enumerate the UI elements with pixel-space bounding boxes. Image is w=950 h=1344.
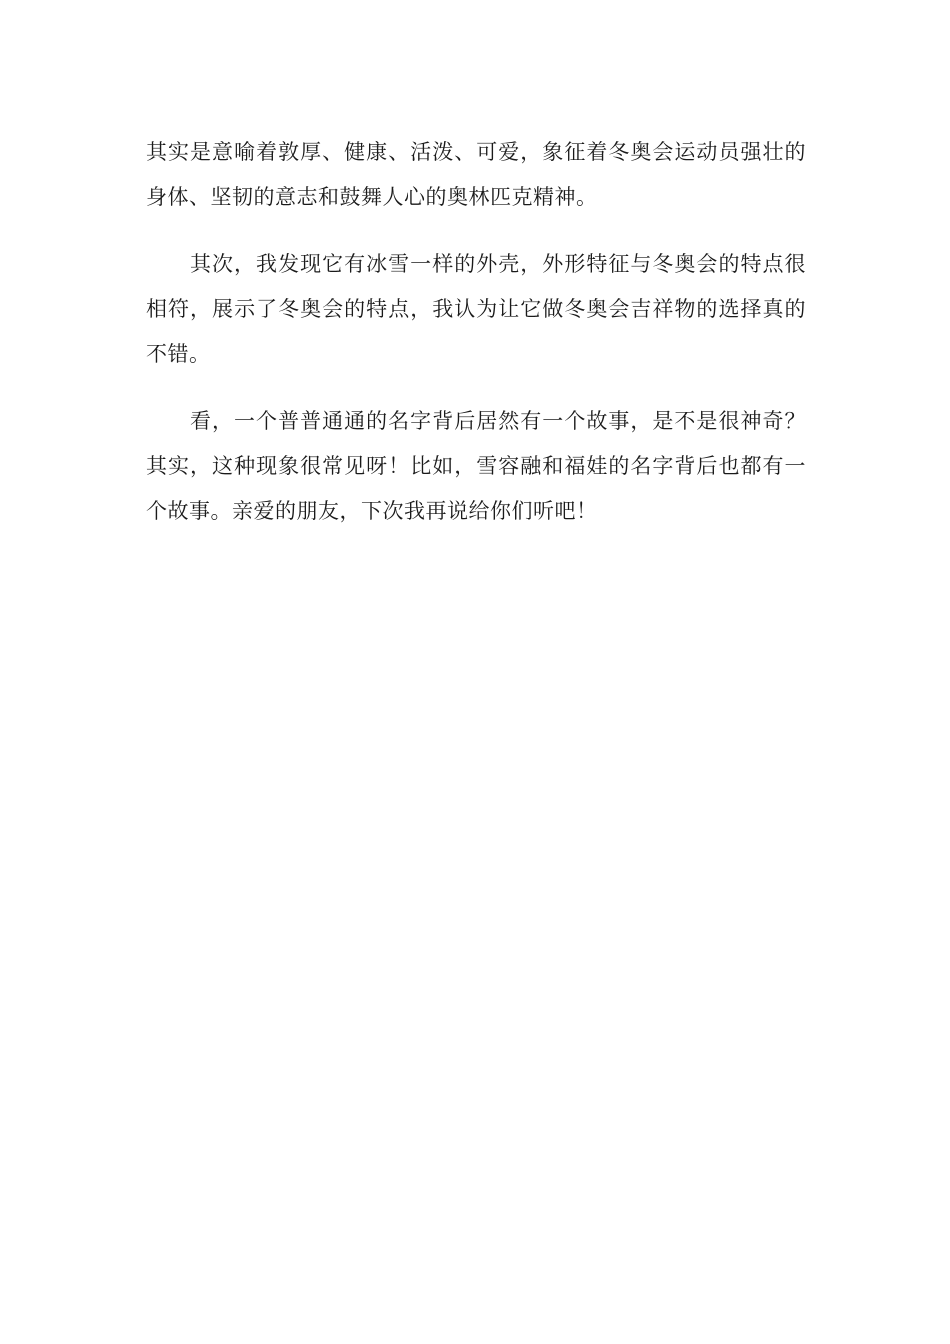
paragraph-continuation: 其实是意喻着敦厚、健康、活泼、可爱，象征着冬奥会运动员强壮的身体、坚韧的意志和鼓舞人心的奥林匹克精神。	[146, 140, 806, 209]
paragraph-second: 其次，我发现它有冰雪一样的外壳，外形特征与冬奥会的特点很相符，展示了冬奥会的特点，我认为让它做冬奥会吉祥物的选择真的不错。	[146, 252, 806, 366]
document-body	[146, 130, 806, 556]
paragraph-conclusion: 看，一个普普通通的名字背后居然有一个故事，是不是很神奇？其实，这种现象很常见呀！比如，雪容融和福娃的名字背后也都有一个故事。亲爱的朋友，下次我再说给你们听吧！	[146, 409, 806, 523]
